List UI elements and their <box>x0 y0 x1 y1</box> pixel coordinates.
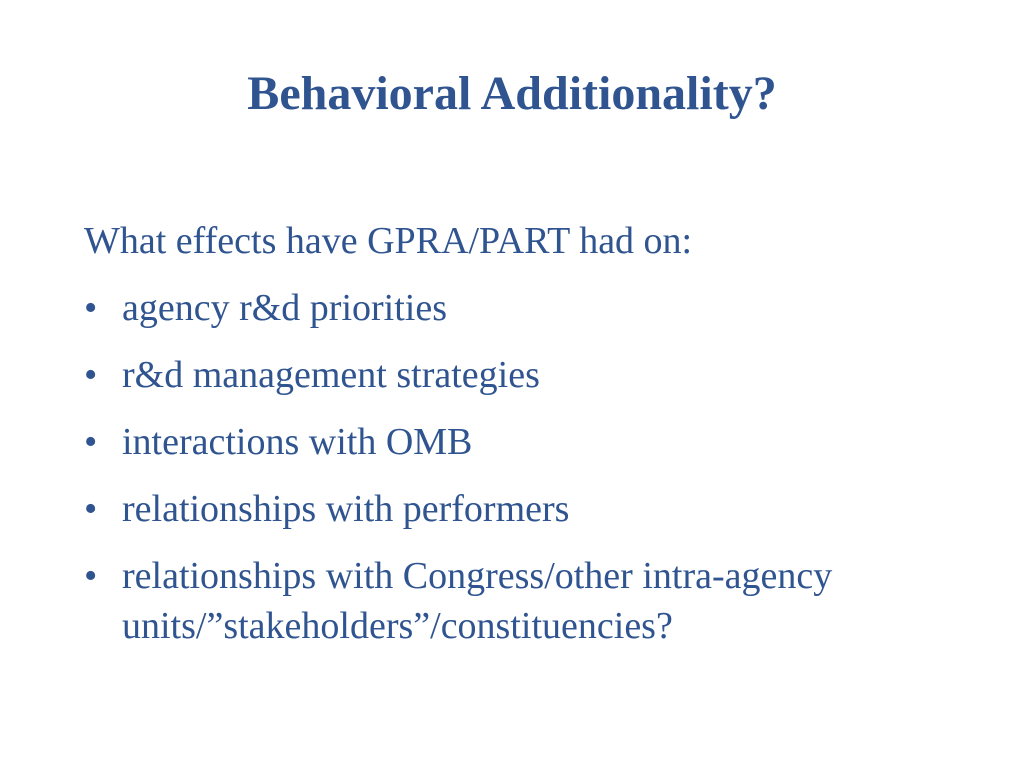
intro-text: What effects have GPRA/PART had on: <box>84 220 693 262</box>
bullet-item <box>84 417 994 467</box>
bullet-item <box>84 350 994 400</box>
bullet-dot-icon: • <box>84 287 98 329</box>
slide-content <box>84 216 994 668</box>
bullet-list <box>84 283 994 651</box>
bullet-item <box>84 283 994 333</box>
slide-title: Behavioral Additionality? <box>247 67 777 120</box>
bullet-text: r&d management strategies <box>122 354 540 396</box>
bullet-text: relationships with performers <box>122 488 570 530</box>
bullet-item <box>84 551 994 651</box>
bullet-dot-icon: • <box>84 354 98 396</box>
bullet-text: interactions with OMB <box>122 421 473 463</box>
bullet-dot-icon: • <box>84 555 98 597</box>
bullet-item <box>84 484 994 534</box>
bullet-text: relationships with Congress/other intra-agency units/”stakeholders”/constituencies? <box>122 555 833 647</box>
bullet-dot-icon: • <box>84 488 98 530</box>
bullet-text: agency r&d priorities <box>122 287 448 329</box>
bullet-dot-icon: • <box>84 421 98 463</box>
